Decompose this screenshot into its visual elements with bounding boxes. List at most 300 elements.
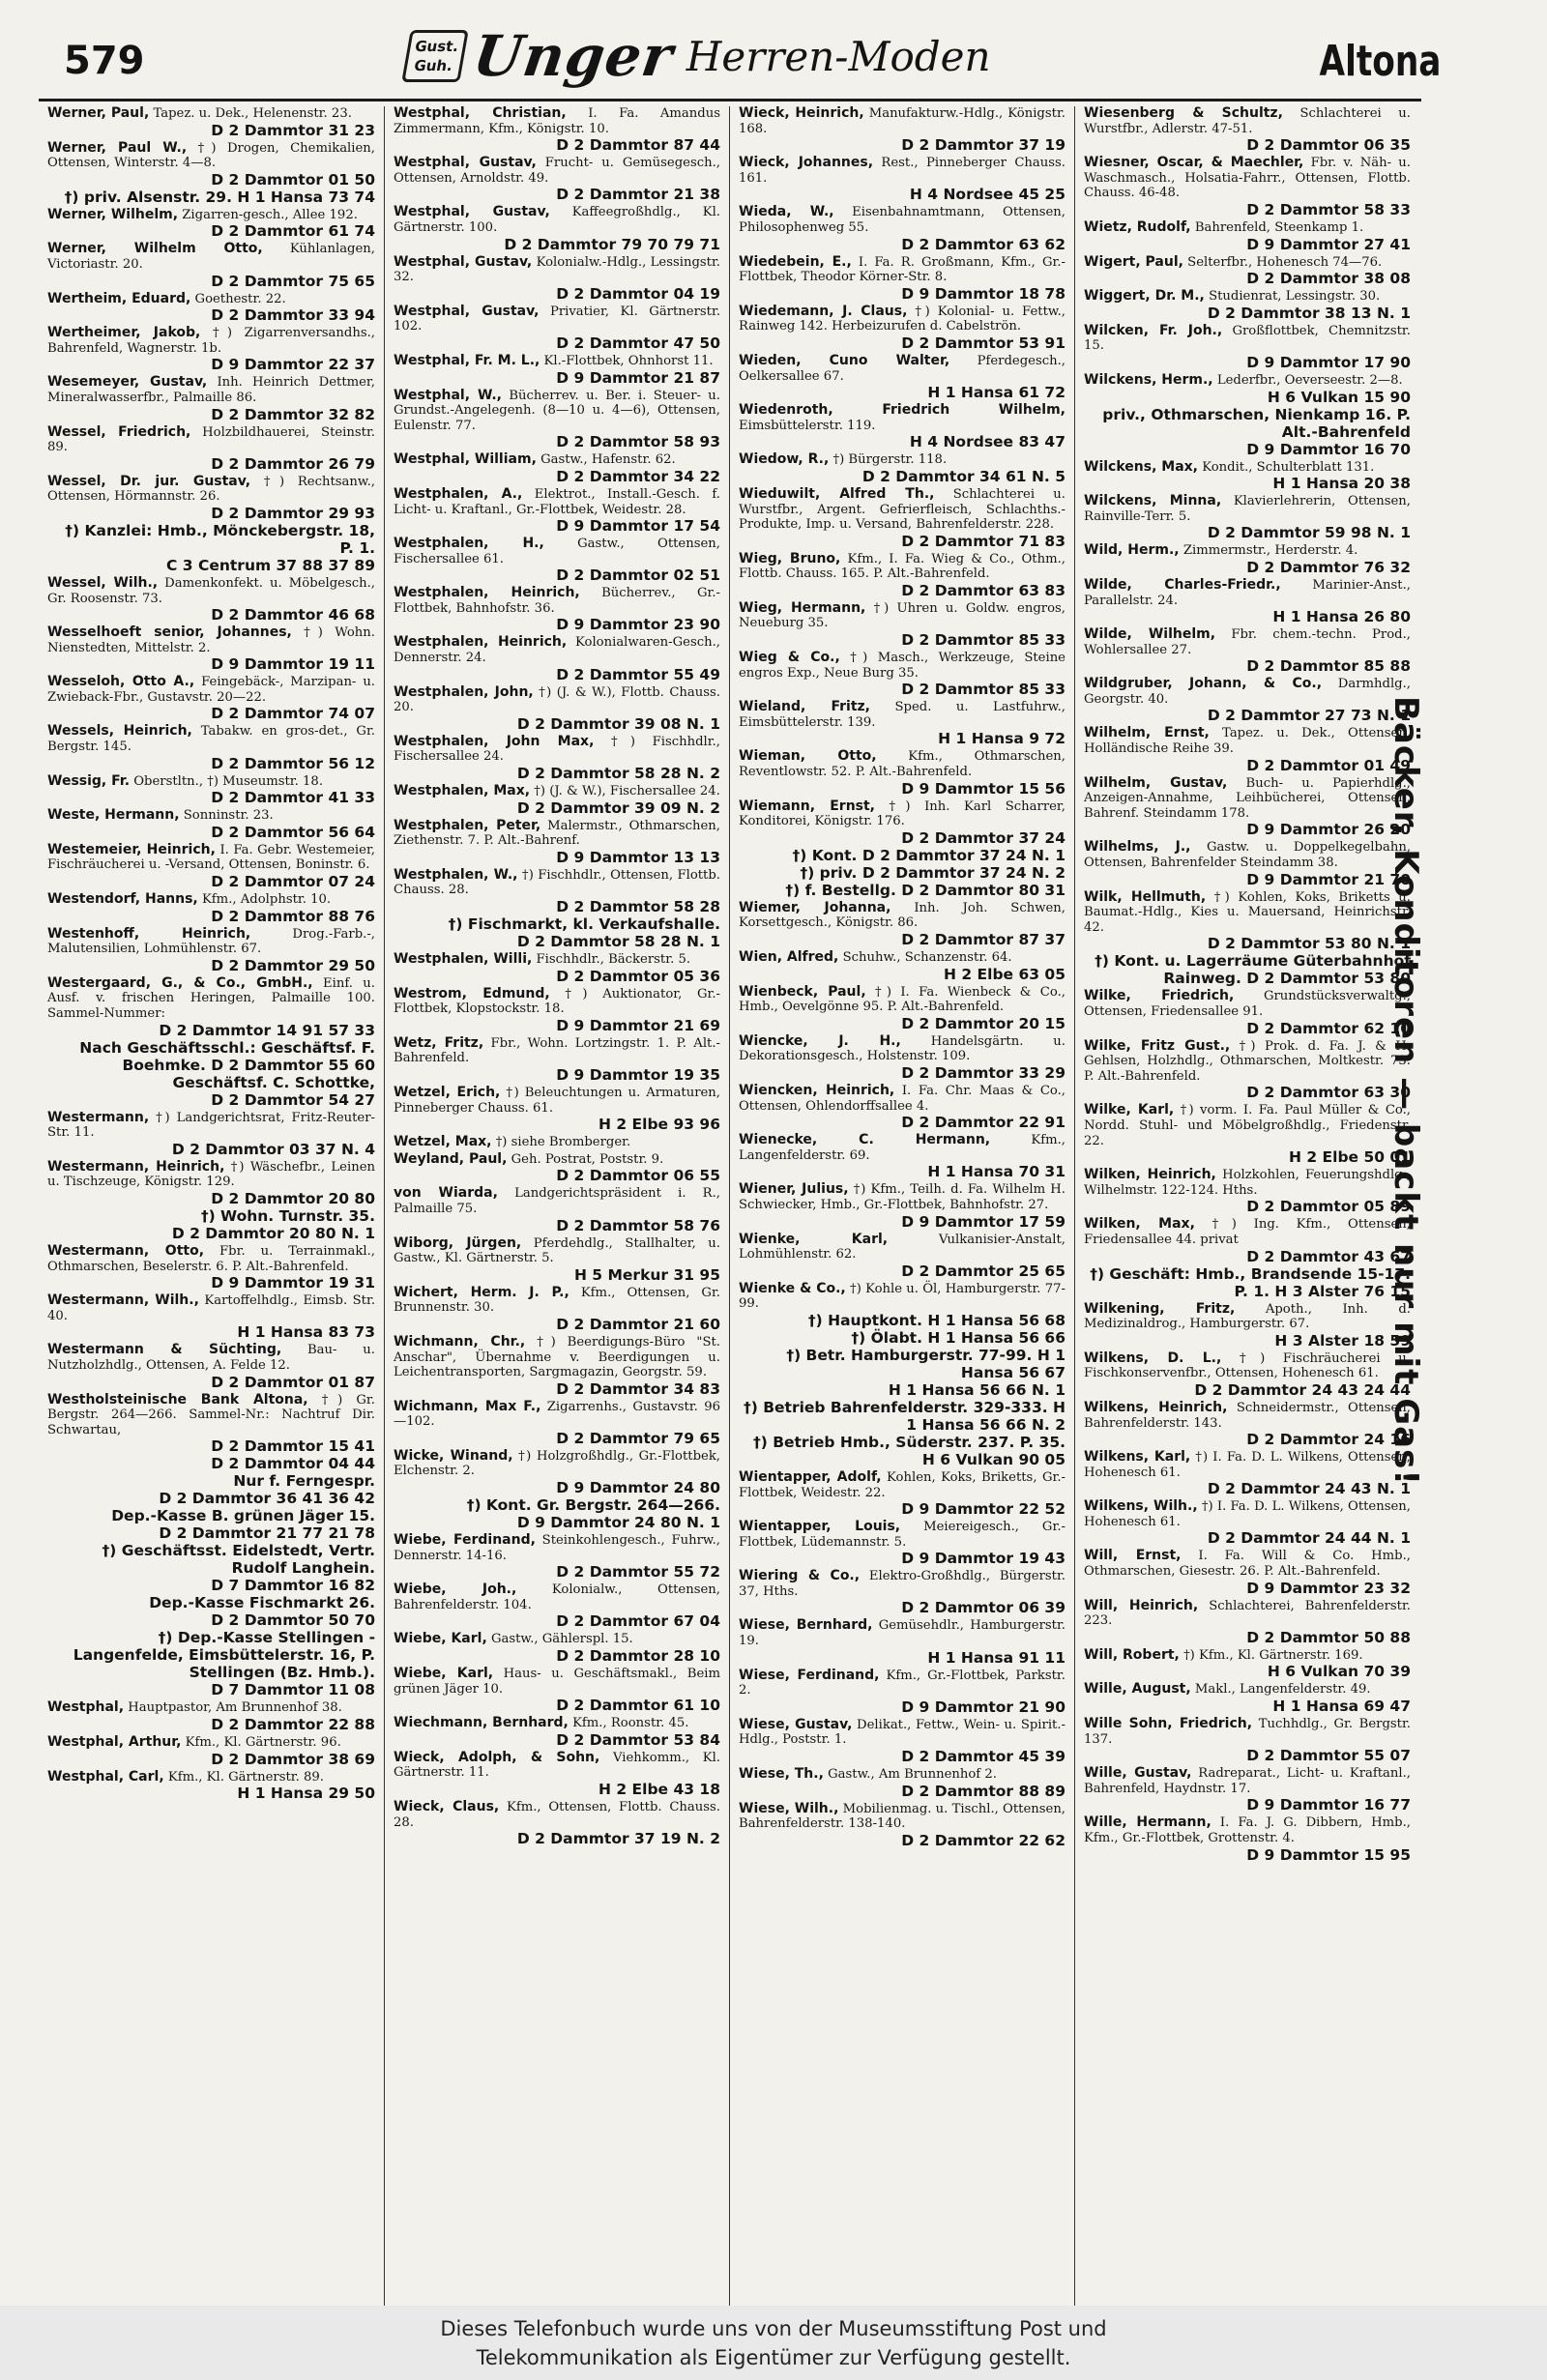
- entry-phone: D 2 Dammtor 22 88: [211, 1715, 375, 1733]
- directory-entry: [1084, 1599, 1411, 1646]
- entry-name: Westphal, Christian,: [394, 106, 567, 121]
- entry-line: [47, 1244, 375, 1274]
- entry-line: [394, 1186, 720, 1216]
- page-number: 579: [64, 39, 145, 83]
- directory-entry: [1084, 989, 1411, 1036]
- entry-phone: D 2 Dammtor 55 72: [556, 1563, 720, 1582]
- entry-line: [739, 1182, 1065, 1212]
- entry-line: [739, 901, 1065, 931]
- entry-line: [1084, 1549, 1411, 1579]
- entry-line: [394, 784, 720, 799]
- entry-name: Wesselhoeft senior, Johannes,: [47, 624, 292, 641]
- entry-details: Tapez. u. Dek., Ottensen, Holländische Reihe 39.: [1084, 726, 1412, 757]
- directory-entry: [1084, 1103, 1411, 1166]
- entry-name: Wien, Alfred,: [739, 949, 839, 965]
- entry-line: [47, 326, 375, 356]
- directory-entry: [739, 749, 1065, 797]
- entry-details: Mobilienmag. u. Tischl., Ottensen, Bahrenfelderstr. 138-140.: [739, 1801, 1066, 1832]
- entry-details: Kfm., Langenfelderstr. 69.: [739, 1133, 1065, 1163]
- directory-entry: [47, 1293, 375, 1341]
- entry-name: Westphalen, A.,: [394, 485, 523, 502]
- directory-entry: [739, 354, 1065, 401]
- entry-line: [1084, 840, 1411, 870]
- entry-details: Oberstltn., †) Museumstr. 18.: [133, 773, 324, 789]
- entry-phone: D 2 Dammtor 22 91: [901, 1114, 1065, 1132]
- entry-name: Wieg, Hermann,: [739, 599, 866, 616]
- entry-details: †) Landgerichtsrat, Fritz-Reuter-Str. 11.: [47, 1110, 375, 1141]
- entry-details: †) Kfm., Kl. Gärtnerstr. 169.: [1183, 1647, 1363, 1663]
- entry-line: [394, 685, 720, 715]
- header-advertisement-logo: [406, 25, 991, 87]
- directory-entry: [739, 950, 1065, 983]
- directory-entry: [394, 819, 720, 866]
- entry-phone: D 2 Dammtor 26 79: [211, 454, 375, 473]
- entry-details: Haus- u. Geschäftsmakl., Beim grünen Jäger 10.: [394, 1667, 720, 1697]
- entry-details: Kartoffelhdlg., Eimsb. Str. 40.: [47, 1293, 376, 1323]
- entry-phone: D 2 Dammtor 85 88: [1246, 657, 1411, 676]
- entry-line: [1084, 1599, 1411, 1629]
- entry-line: [394, 1400, 720, 1430]
- entry-phone: D 2 Dammtor 54 27: [211, 1090, 375, 1109]
- entry-name: Wilken, Heinrich,: [1084, 1167, 1216, 1183]
- entry-line: [739, 156, 1065, 186]
- entry-details: Kohlen, Koks, Briketts, Gr.-Flottbek, Weidestr. 22.: [739, 1469, 1065, 1500]
- entry-details: Makl., Langenfelderstr. 49.: [1194, 1682, 1371, 1698]
- directory-entry: [394, 987, 720, 1034]
- directory-entry: [394, 452, 720, 485]
- entry-details: †) I. Fa. D. L. Wilkens, Ottensen, Hohenesch 61.: [1084, 1450, 1411, 1480]
- entry-line: [47, 141, 375, 171]
- entry-details: Viehkomm., Kl. Gärtnerstr. 11.: [394, 1750, 721, 1781]
- entry-details: Grundstücksverwaltg., Ottensen, Friedensallee 91.: [1084, 989, 1411, 1019]
- directory-entry: [1084, 890, 1411, 988]
- entry-phone: D 2 Dammtor 56 12: [211, 754, 375, 772]
- entry-details: Kondit., Schulterblatt 131.: [1202, 459, 1375, 475]
- entry-phone: †) priv. D 2 Dammtor 37 24 N. 2: [800, 863, 1065, 882]
- entry-name: Wieg & Co.,: [739, 650, 840, 666]
- entry-line: [47, 843, 375, 873]
- entry-line: [1084, 156, 1411, 201]
- entry-line: [47, 425, 375, 455]
- entry-phone: D 2 Dammtor 01 50: [211, 170, 375, 189]
- directory-entry: [394, 305, 720, 352]
- entry-name: Wesemeyer, Gustav,: [47, 374, 208, 391]
- entry-line: [394, 354, 720, 369]
- entry-phone: D 2 Dammtor 61 74: [211, 222, 375, 241]
- entry-name: Wilckens, Max,: [1084, 458, 1198, 475]
- entry-name: Wichmann, Chr.,: [394, 1333, 526, 1350]
- entry-details: †) I. Fa. Wienbeck & Co., Hmb., Oevelgönne 95. P. Alt.-Bahrenfeld.: [739, 984, 1065, 1015]
- entry-line: [394, 106, 720, 136]
- logo-badge: [401, 30, 469, 82]
- entry-name: Wilckens, Minna,: [1084, 493, 1222, 509]
- entry-line: [47, 475, 375, 505]
- entry-phone: D 2 Dammtor 04 44: [211, 1455, 375, 1473]
- entry-name: Wiener, Julius,: [739, 1181, 849, 1198]
- directory-entry: [1084, 324, 1411, 371]
- entry-name: Wiese, Wilh.,: [739, 1800, 839, 1816]
- entry-name: Wiebe, Karl,: [394, 1666, 494, 1682]
- entry-line: [1084, 220, 1411, 236]
- entry-details: Kühlanlagen, Victoriastr. 20.: [47, 242, 375, 272]
- directory-entry: [1084, 1549, 1411, 1596]
- entry-phone: D 2 Dammtor 76 32: [1246, 558, 1411, 576]
- entry-details: Holzbildhauerei, Steinstr. 89.: [47, 424, 375, 455]
- entry-phone: †) Betrieb Bahrenfelderstr. 329-333. H 1 Hansa 56 66 N. 2: [743, 1398, 1065, 1434]
- entry-line: [394, 1716, 720, 1731]
- directory-entry: [394, 1335, 720, 1398]
- directory-entry: [739, 985, 1065, 1032]
- directory-entry: [739, 651, 1065, 698]
- entry-details: Zigarrenhs., Gustavstr. 96—102.: [394, 1399, 720, 1430]
- entry-phone: D 2 Dammtor 07 24: [211, 873, 375, 891]
- directory-entry: [394, 1286, 720, 1333]
- side-advertisement-text: Bäcker, Konditoren — backt nur mit Gas!: [1386, 696, 1425, 1486]
- entry-name: Wilde, Wilhelm,: [1084, 626, 1216, 643]
- directory-entry: [1084, 578, 1411, 625]
- entry-name: Westemeier, Heinrich,: [47, 841, 216, 857]
- entry-phone: D 2 Dammtor 22 62: [901, 1831, 1065, 1849]
- entry-details: Kolonialw.-Hdlg., Lessingstr. 32.: [394, 254, 720, 285]
- entry-line: [394, 156, 720, 186]
- entry-phone: D 2 Dammtor 06 39: [901, 1599, 1065, 1617]
- entry-phone: H 4 Nordsee 45 25: [909, 186, 1065, 204]
- entry-name: Wessel, Wilh.,: [47, 574, 159, 591]
- entry-line: [47, 208, 375, 223]
- entry-line: [739, 1669, 1065, 1698]
- entry-name: Wilk, Hellmuth,: [1084, 888, 1207, 905]
- entry-line: [1084, 1648, 1411, 1664]
- entry-phone: †) priv. Alsenstr. 29. H 1 Hansa 73 74: [64, 188, 375, 206]
- entry-phone: H 1 Hansa 20 38: [1272, 475, 1411, 493]
- entry-details: Kfm., Gr.-Flottbek, Parkstr. 2.: [739, 1668, 1065, 1698]
- entry-details: Marinier-Anst., Parallelstr. 24.: [1084, 577, 1411, 608]
- entry-phone: Nur f. Ferngespr.: [233, 1472, 375, 1491]
- entry-name: Wetzel, Max,: [394, 1134, 492, 1150]
- directory-entry: [1084, 1302, 1411, 1350]
- entry-name: Wiencke, J. H.,: [739, 1032, 901, 1049]
- entry-line: [739, 403, 1065, 433]
- entry-phone: †) Hauptkont. H 1 Hansa 56 68: [807, 1311, 1065, 1329]
- entry-line: [739, 1034, 1065, 1064]
- entry-name: Wiedenroth, Friedrich Wilhelm,: [739, 402, 1065, 419]
- directory-entry: [394, 1800, 720, 1847]
- entry-phone: D 2 Dammtor 58 28 N. 1: [516, 933, 720, 950]
- entry-details: Kaffeegroßhdlg., Kl. Gärtnerstr. 100.: [394, 205, 720, 235]
- directory-entry: [47, 1160, 375, 1242]
- entry-name: Wiechmann, Bernhard,: [394, 1715, 569, 1731]
- entry-details: Kl.-Flottbek, Ohnhorst 11.: [543, 353, 714, 368]
- entry-details: Apoth., Inh. d. Medizinaldrog., Hamburgerstr. 67.: [1084, 1301, 1411, 1332]
- entry-line: [1084, 1103, 1411, 1148]
- directory-column: [39, 106, 384, 2310]
- entry-phone: D 2 Dammtor 24 44 N. 1: [1207, 1529, 1411, 1548]
- entry-line: [394, 1335, 720, 1380]
- entry-name: Wiesner, Oscar, & Maechler,: [1084, 155, 1304, 171]
- entry-line: [394, 1800, 720, 1830]
- entry-details: †) Masch., Werkzeuge, Steine engros Exp., Neue Burg 35.: [739, 651, 1065, 681]
- entry-name: Wichert, Herm. J. P.,: [394, 1284, 569, 1300]
- entry-line: [1084, 1766, 1411, 1796]
- entry-details: Goethestr. 22.: [194, 291, 286, 306]
- entry-phone: D 2 Dammtor 58 76: [556, 1216, 720, 1234]
- directory-entry: [47, 1343, 375, 1390]
- entry-name: Wiese, Gustav,: [739, 1716, 853, 1732]
- entry-phone: D 2 Dammtor 24 43 24 44: [1194, 1380, 1411, 1399]
- directory-entry: [394, 1036, 720, 1084]
- entry-name: Westphal, Gustav,: [394, 253, 533, 270]
- entry-phone: †) Kont. u. Lagerräume Güterbahnhof Rainweg. D 2 Dammtor 53 80: [1095, 952, 1411, 988]
- entry-details: Fbr. u. Terrainmakl., Othmarschen, Beselerstr. 6. P. Alt.-Bahrenfeld.: [47, 1243, 375, 1274]
- entry-name: Weste, Hermann,: [47, 807, 180, 824]
- directory-entry: [1084, 1499, 1411, 1547]
- entry-details: Fbr. chem.-techn. Prod., Wohlersallee 27.: [1084, 627, 1411, 657]
- entry-name: Westendorf, Hanns,: [47, 891, 198, 908]
- entry-name: Werner, Wilhelm,: [47, 206, 179, 222]
- entry-line: [1084, 1682, 1411, 1698]
- entry-name: Wiering & Co.,: [739, 1568, 861, 1584]
- entry-phone: Geschäftsf. C. Schottke,: [172, 1073, 375, 1091]
- entry-name: Wiemer, Johanna,: [739, 899, 891, 915]
- entry-line: [394, 868, 720, 898]
- directory-entry: [47, 1735, 375, 1768]
- entry-details: Lederfbr., Oeverseestr. 2—8.: [1216, 372, 1403, 388]
- entry-line: [394, 586, 720, 616]
- entry-name: Westphalen, Heinrich,: [394, 634, 568, 651]
- entry-phone: D 9 Dammtor 23 90: [556, 616, 720, 634]
- entry-name: Wiencken, Heinrich,: [739, 1082, 895, 1098]
- entry-details: Schlachterei u. Wurstfbr., Adlerstr. 47-51.: [1084, 106, 1411, 136]
- entry-name: Westphal, Gustav,: [394, 303, 540, 319]
- entry-phone: D 2 Dammtor 87 37: [901, 931, 1065, 948]
- entry-line: [739, 1618, 1065, 1648]
- entry-name: von Wiarda,: [394, 1185, 498, 1202]
- entry-name: Wienecke, C. Hermann,: [739, 1132, 991, 1148]
- entry-line: [739, 205, 1065, 235]
- directory-entry: [394, 1135, 720, 1150]
- entry-line: [394, 987, 720, 1017]
- entry-phone: D 2 Dammtor 20 15: [901, 1014, 1065, 1032]
- directory-column: [729, 106, 1074, 2310]
- entry-line: [1084, 989, 1411, 1019]
- directory-entry: [1084, 776, 1411, 839]
- entry-details: Vulkanisier-Anstalt, Lohmühlenstr. 62.: [739, 1232, 1065, 1263]
- entry-details: Kolonialw., Ottensen, Bahrenfelderstr. 104.: [394, 1582, 720, 1612]
- entry-line: [394, 735, 720, 765]
- entry-details: Elektro-Großhdlg., Bürgerstr. 37, Hths.: [739, 1569, 1065, 1599]
- entry-line: [394, 205, 720, 235]
- entry-line: [47, 106, 375, 122]
- entry-name: Wieda, W.,: [739, 204, 834, 220]
- directory-entry: [739, 205, 1065, 252]
- entry-details: I. Fa. Gebr. Westemeier, Fischräucherei u. -Versand, Ottensen, Boninstr. 6.: [47, 842, 375, 873]
- entry-details: Radreparat., Licht- u. Kraftanl., Bahrenfeld, Haydnstr. 17.: [1084, 1766, 1411, 1796]
- entry-phone: D 2 Dammtor 36 41 36 42: [159, 1490, 375, 1508]
- entry-name: Werner, Wilhelm Otto,: [47, 241, 263, 257]
- entry-line: [739, 305, 1065, 334]
- directory-entry: [739, 1470, 1065, 1518]
- entry-details: Schlachterei, Bahrenfelderstr. 223.: [1084, 1598, 1411, 1629]
- directory-entry: [394, 1582, 720, 1630]
- directory-entry: [739, 156, 1065, 203]
- entry-name: Wiedebein, E.,: [739, 253, 852, 270]
- entry-name: Wille, Gustav,: [1084, 1765, 1192, 1782]
- entry-phone: D 2 Dammtor 50 70: [211, 1611, 375, 1630]
- entry-phone: D 2 Dammtor 38 13 N. 1: [1207, 304, 1411, 322]
- entry-name: Wiedemann, J. Claus,: [739, 303, 908, 319]
- entry-details: Gemüsehdlr., Hamburgerstr. 19.: [739, 1618, 1065, 1649]
- entry-details: Damenkonfekt. u. Möbelgesch., Gr. Roosenstr. 73.: [47, 575, 375, 606]
- entry-name: Wilke, Fritz Gust.,: [1084, 1037, 1231, 1054]
- entry-phone: D 2 Dammtor 33 29: [901, 1063, 1065, 1082]
- entry-phone: Nach Geschäftsschl.: Geschäftsf. F. Boehmke. D 2 Dammtor 55 60: [79, 1038, 375, 1074]
- entry-phone: D 2 Dammtor 58 33: [1246, 200, 1411, 218]
- entry-name: Wieck, Claus,: [394, 1799, 500, 1814]
- entry-line: [739, 1084, 1065, 1114]
- directory-entry: [739, 1034, 1065, 1082]
- entry-phone: D 2 Dammtor 01 87: [211, 1373, 375, 1391]
- entry-details: Kfm., Kl. Gärtnerstr. 96.: [185, 1734, 341, 1750]
- entry-line: [1084, 726, 1411, 756]
- entry-details: †) Fischhdlr., Fischersallee 24.: [394, 734, 720, 765]
- entry-name: Westphalen, W.,: [394, 866, 518, 883]
- directory-entry: [47, 106, 375, 139]
- entry-phone: D 2 Dammtor 39 09 N. 2: [516, 798, 720, 817]
- entry-phone: H 1 Hansa 83 73: [237, 1323, 375, 1342]
- entry-name: Wientapper, Adolf,: [739, 1468, 882, 1485]
- entry-details: Buch- u. Papierhdlg., Anzeigen-Annahme, Leihbücherei, Ottensen, Bahrenf. Steindamm 178.: [1084, 775, 1411, 821]
- entry-name: Wiebe, Joh.,: [394, 1582, 517, 1598]
- entry-line: [739, 1718, 1065, 1748]
- footer-line-1: Dieses Telefonbuch wurde uns von der Museumsstiftung Post und: [440, 2317, 1107, 2340]
- entry-phone: priv., Othmarschen, Nienkamp 16. P. Alt.-Bahrenfeld: [1102, 405, 1411, 441]
- entry-details: I. Fa. Amandus Zimmermann, Kfm., Königstr. 10.: [394, 106, 720, 136]
- directory-entry: [1084, 726, 1411, 773]
- entry-phone: †) Kanzlei: Hmb., Mönckebergstr. 18, P. 1.: [65, 521, 375, 557]
- entry-details: Kfm., Roonstr. 45.: [572, 1716, 689, 1731]
- directory-entry: [394, 1236, 720, 1284]
- directory-entry: [47, 208, 375, 241]
- entry-phone: D 2 Dammtor 32 82: [211, 405, 375, 423]
- entry-phone: D 2 Dammtor 79 65: [556, 1429, 720, 1447]
- entry-line: [47, 1700, 375, 1716]
- entry-line: [47, 576, 375, 606]
- directory-entry: [394, 1632, 720, 1665]
- entry-name: Wilkens, Wilh.,: [1084, 1498, 1198, 1515]
- entry-name: Westphal,: [47, 1699, 125, 1716]
- entry-line: [47, 808, 375, 824]
- directory-entry: [1084, 840, 1411, 887]
- entry-line: [1084, 1499, 1411, 1529]
- entry-name: Westenhoff, Heinrich,: [47, 925, 251, 942]
- entry-details: †) Kohle u. Öl, Hamburgerstr. 77-99.: [739, 1281, 1065, 1312]
- entry-phone: D 2 Dammtor 58 93: [556, 433, 720, 451]
- entry-phone: D 2 Dammtor 06 55: [556, 1167, 720, 1185]
- entry-line: [394, 305, 720, 334]
- directory-entry: [1084, 1401, 1411, 1448]
- entry-line: [739, 552, 1065, 582]
- entry-phone: H 1 Hansa 9 72: [938, 730, 1065, 748]
- entry-phone: H 3 Alster 18 59: [1274, 1331, 1411, 1350]
- entry-details: Gastw., Hafenstr. 62.: [540, 452, 676, 468]
- entry-name: Wiedow, R.,: [739, 451, 830, 468]
- entry-line: [1084, 1401, 1411, 1431]
- entry-details: Kfm., Adolphstr. 10.: [201, 892, 332, 908]
- entry-phone: †) Geschäft: Hmb., Brandsende 15-17. P. 1. H 3 Alster 76 15: [1090, 1264, 1411, 1300]
- entry-phone: Dep.-Kasse Fischmarkt 26.: [149, 1594, 375, 1612]
- directory-entry: [739, 552, 1065, 599]
- directory-entry: [47, 375, 375, 422]
- entry-phone: D 2 Dammtor 24 16: [1246, 1431, 1411, 1449]
- entry-name: Wieck, Johannes,: [739, 155, 874, 171]
- directory-entry: [394, 586, 720, 633]
- entry-phone: D 2 Dammtor 28 10: [556, 1647, 720, 1666]
- entry-phone: D 2 Dammtor 85 33: [901, 631, 1065, 650]
- entry-phone: †) Dep.-Kasse Stellingen - Langenfelde, Eimsbüttelerstr. 16, P. Stellingen (Bz. Hmb.).: [73, 1629, 375, 1682]
- entry-name: Wilhelm, Ernst,: [1084, 725, 1210, 741]
- entry-phone: D 2 Dammtor 27 73 N. 1: [1207, 707, 1411, 725]
- entry-details: Eisenbahnamtmann, Ottensen, Philosophenweg 55.: [739, 205, 1065, 235]
- entry-phone: H 4 Nordsee 83 47: [909, 433, 1065, 451]
- entry-details: Gastw., Gählerspl. 15.: [490, 1632, 633, 1647]
- entry-name: Wille, Hermann,: [1084, 1814, 1211, 1831]
- entry-phone: D 2 Dammtor 53 84: [556, 1730, 720, 1749]
- entry-phone: D 2 Dammtor 55 49: [556, 665, 720, 683]
- entry-details: Schneidermstr., Ottensen, Bahrenfelderstr. 143.: [1084, 1400, 1411, 1431]
- entry-phone: H 5 Merkur 31 95: [573, 1265, 720, 1284]
- directory-entry: [739, 1233, 1065, 1280]
- entry-phone: D 9 Dammtor 24 80 N. 1: [516, 1514, 720, 1532]
- logo-badge-bottom: Guh.: [412, 57, 454, 74]
- directory-entry: [394, 255, 720, 303]
- entry-name: Wiebe, Karl,: [394, 1631, 487, 1647]
- entry-name: Westermann, Heinrich,: [47, 1158, 225, 1175]
- entry-phone: D 2 Dammtor 14 91 57 33: [159, 1021, 375, 1039]
- entry-phone: D 2 Dammtor 75 65: [211, 272, 375, 290]
- directory-entry: [47, 774, 375, 807]
- entry-details: I. Fa. J. G. Dibbern, Hmb., Kfm., Gr.-Flottbek, Grottenstr. 4.: [1084, 1815, 1411, 1845]
- entry-phone: D 2 Dammtor 53 91: [901, 334, 1065, 352]
- entry-phone: H 1 Hansa 29 50: [237, 1785, 375, 1803]
- entry-phone: Dep.-Kasse B. grünen Jäger 15.: [111, 1507, 375, 1525]
- entry-name: Westrom, Edmund,: [394, 985, 550, 1001]
- entry-name: Wilke, Karl,: [1084, 1102, 1175, 1118]
- entry-phone: H 1 Hansa 69 47: [1272, 1698, 1411, 1716]
- entry-details: Elektrot., Install.-Gesch. f. Licht- u. Kraftanl., Gr.-Flottbek, Weidestr. 28.: [394, 486, 720, 517]
- entry-phone: D 2 Dammtor 05 36: [556, 967, 720, 985]
- directory-column: [384, 106, 729, 2310]
- entry-line: [1084, 1168, 1411, 1198]
- entry-details: Gastw. u. Doppelkegelbahn, Ottensen, Bahrenfelder Steindamm 38.: [1084, 840, 1412, 871]
- entry-line: [739, 1282, 1065, 1312]
- entry-details: I. Fa. R. Großmann, Kfm., Gr.-Flottbek, Theodor Körner-Str. 8.: [739, 254, 1065, 285]
- entry-details: †) Rechtsanw., Ottensen, Hörmannstr. 26.: [47, 474, 375, 505]
- directory-entry: [1084, 677, 1411, 724]
- entry-phone: H 1 Hansa 61 72: [927, 384, 1065, 402]
- directory-entry: [394, 868, 720, 950]
- entry-details: Tabakw. en gros-det., Gr. Bergstr. 145.: [47, 724, 375, 755]
- directory-entry: [47, 1111, 375, 1158]
- logo-brand: Unger: [469, 23, 678, 89]
- entry-phone: D 2 Dammtor 43 67: [1246, 1247, 1411, 1265]
- entry-details: Inh. Joh. Schwen, Korsettgesch., Königstr. 86.: [739, 900, 1065, 931]
- entry-phone: D 2 Dammtor 63 30: [1246, 1084, 1411, 1102]
- entry-line: [739, 487, 1065, 533]
- directory-entry: [739, 1669, 1065, 1716]
- entry-details: Meiereigesch., Gr.-Flottbek, Lüdemannstr. 5.: [739, 1520, 1065, 1550]
- entry-phone: D 9 Dammtor 15 95: [1246, 1845, 1411, 1864]
- entry-phone: D 9 Dammtor 21 69: [556, 1016, 720, 1034]
